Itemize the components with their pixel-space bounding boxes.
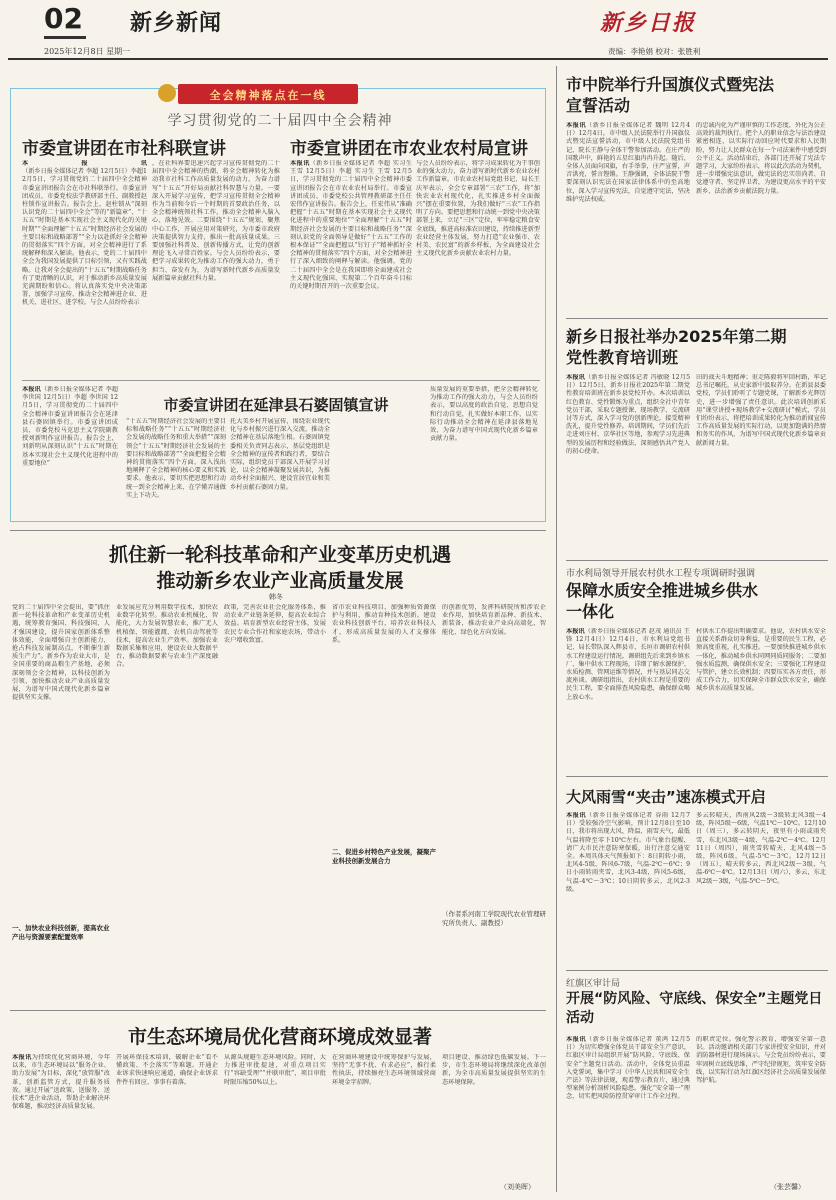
right-water-column-2: [696, 628, 826, 768]
feature-column-1: [12, 604, 110, 920]
story3-column-2: [126, 418, 226, 512]
party-emblem-icon: [158, 84, 176, 102]
right-weather-column-1: [566, 812, 690, 962]
story2-text-1: 李超 实习生 王雪 12月5日，学习贯彻党的二十届四中全会精神市委宣讲团报告会在市农业农村局举行。市委宣讲团成员、市委党校公共管理教研部主任任宏伟作宣讲报告。报告会上，任宏伟从“准确把握“十五五”时期在基本实现社会主义现代化进程中的重要地位”“全面理解“十五五”时期经济社会发展的主要目标和战略任务”“深刻认识党的全面领导是做好“十五五”工作的根本保证”“全面把握以“钉钉子”精神抓好全会精神的贯彻落实”四个方面，对全会精神进行了深入细致的阐释与解读。他强调，党的二十届四中全会是在我国即将全面建成社会主义现代化强国、实现第二个百年奋斗目标的关键时期召开的一次重要会议。: [290, 168, 412, 291]
right-bottom-signature: （张芸馨）: [770, 1183, 805, 1191]
right-weather-byline: （新乡日报全媒体记者 谷雨 12月7日）: [566, 812, 690, 828]
feature-column-2: [116, 604, 218, 944]
right-mid-column-1: [566, 374, 690, 554]
feature-top-rule: [10, 530, 546, 531]
story3-text-4: 质量发展的重要举措，把全会精神转化为推动工作的强大动力，与会人员纷纷表示，要以高度的政治自觉、思想自觉和行动自觉，扎实做好本职工作，以实际行动推动全会精神在延津县落地见效，为奋力谱写中国式现代化新乡篇章贡献力量。: [430, 386, 538, 443]
story1-byline: （新乡日报全媒体记者 李超 12月5日）: [22, 168, 131, 176]
right-bottom-kicker: 红旗区审计局: [566, 979, 621, 989]
right-mid-text-1: 12月5日，新乡日报社2025年第二期党性教育培训班在新乡县党校开办。本次培训以红色教育、党性锻炼为重点，组织全社中青年党员干部，采取专题授课、现场教学、交流研讨等方式，深入学习党的创新理论，接受精神洗礼，提升党性修养。培训期间，学员们先后走进刘庄村、京华社区等地，参观学习先进典型的发展历程和经验做法，深刻感悟共产党人的初心使命。: [566, 382, 690, 455]
bottom-column-1: [12, 1054, 110, 1190]
right-top-text-2: 的忠诚内化为严谨审慎的工作态度，外化为公正高效的裁判执行。把个人的职业信念与法治建设紧密相连，以实际行动回应时代要求和人民期盼，努力让人民群众在每一个司法案件中感受到公平正义。活动结束后，各部门还开展了宪法专题学习，大家纷纷表示，将以此次活动为契机，进一步增强宪法意识，做宪法的忠实崇尚者、自觉遵守者、坚定捍卫者，为建设更高水平的平安新乡、法治新乡贡献法院力量。: [696, 122, 826, 195]
bottom-signature: （刘美晖）: [500, 1183, 535, 1191]
story2-lead: 本报讯: [290, 160, 310, 167]
right-mid-title: 新乡日报社举办2025年第二期党性教育培训班: [566, 327, 787, 367]
top-kicker: 学习贯彻党的二十届四中全会精神: [167, 113, 393, 129]
feature-text-2: 业发展应充分利用数字技术，加快农业数字化转型。推动农业机械化、智能化，大力发展智慧农业，推广无人机植保、智能灌溉、农机自动驾驶等技术，提高农业生产效率。加强农业数据采集和应用，建设农业大数据平台，推动数据要素与农业生产深度融合。: [116, 604, 218, 669]
issue-date: 2025年12月8日 星期一: [44, 47, 131, 56]
feature-column-4: [332, 604, 436, 844]
story1-text-2: ，在社科界要迅速兴起学习宣传贯彻党的二十届四中全会精神的热潮，将全会精神转化为推动我市社科工作高质量发展的动力，为奋力谱写“十五五”开好局贡献社科智慧与力量。一要深入开展学习宣传，把学习宣传贯彻全会精神作为当前和今后一个时期的首要政治任务，以全会精神统领社科工作，推动全会精神入脑入心、落地见效。二要围绕“十五五”规划、聚焦中心工作，开展应用对策研究，为市委市政府决策提供智力支持，推出一批高质量成果。三要加强社科普及、创新传播方式，让党的创新理论飞入寻常百姓家。与会人员纷纷表示，要把学习成果转化为推动工作的强大动力，勇于担当、奋发有为，为谱写新时代新乡高质量发展新篇章贡献社科力量。: [152, 160, 280, 282]
banner-label: 全会精神落点在一线: [209, 89, 327, 102]
right-weather-text-2: 多云转晴天，西南风2级～3级转北风3级～4级，阵风5级～6级，气温1℃～10℃。12月10日（周三），多云转阴天，夜里有小雨或雨夹雪，东北风3级～4级，气温-2℃～4℃。12月11日（周四），雨夹雪转晴天，北风4级～5级，阵风6级，气温-5℃～3℃。12月12日（周五），晴天转多云，西北风2级～3级，气温-6℃～4℃。12月13日（周六），多云，东北风2级～3级，气温-5℃～5℃。: [696, 812, 826, 885]
right-rule-1: [566, 318, 828, 319]
right-bottom-column-2: [696, 1036, 826, 1178]
right-water-column-1: [566, 628, 690, 768]
feature-column-3: [224, 604, 326, 944]
feature-title-line-2: 推动新乡农业产业高质量发展: [156, 570, 404, 592]
feature-signature: （作者系河南工学院现代农业管理研究所负责人、副教授）: [442, 910, 546, 927]
feature-text-3: 政策，完善农业社会化服务体系，推动农业产业链条延伸，提高农业综合效益。培育新型农业经营主体，发展农民专业合作社和家庭农场，带动小农户增收致富。: [224, 604, 326, 644]
right-top-lead: 本报讯: [566, 122, 587, 129]
right-water-text-1: 12月4日，市水利局党组书记、局长带队深入辉县市、长垣市调研农村供水工程建设运行情况。调研组先后来到乡镇水厂、集中供水工程现场，详细了解水源保护、水质检测、管网运维等情况，并与基层同志交流座谈。调研组指出，农村供水工程是重要的民生工程，要全面排查风险隐患，确保群众喝上放心水。: [566, 636, 690, 701]
bottom-lead: 本报讯: [12, 1054, 32, 1061]
editor-credit: 责编：李艳娟 校对：张胜利: [608, 47, 701, 56]
story2-title: 市委宣讲团在市农业农村局宣讲: [290, 139, 528, 159]
story3-title: 市委宣讲团在延津县石婆固镇宣讲: [163, 396, 389, 414]
masthead-rule: [8, 58, 828, 60]
story3-column-4: [430, 386, 538, 512]
right-bottom-title: 开展“防风险、守底线、保安全”主题党日活动: [566, 991, 823, 1026]
feature-title-line-1: 抓住新一轮科技革命和产业变革历史机遇: [108, 544, 451, 566]
story3-text-3: 托大美乡村开展宣传，围绕农业现代化与乡村振兴进行深入交流，推动全会精神在基层落地生根。石婆固镇党委相关负责同志表示，基层党组织是全会精神的宣传者和践行者，要结合实际，组织党员干部深入开展学习讨论，以全会精神凝聚发展共识，为推动乡村全面振兴、建设宜居宜业和美乡村贡献石婆固力量。: [230, 418, 330, 491]
right-water-lead: 本报讯: [566, 628, 585, 635]
right-weather-text-1: 受较强冷空气影响，预计12月8日至10日，我市将出现大风、降温、雨雪天气，最低气温将降至零下10℃左右。市气象台提醒，请广大市民注意防寒保暖，出行注意交通安全。本周具体天气预报如下：8日阴转小雨，北风4-5级，阵风6-7级，气温-2℃～6℃；9日小雨转雨夹雪，北风3-4级，阵风5-6级，气温-4℃～3℃；10日阴转多云，北风2-3级。: [566, 820, 690, 893]
bottom-text-5: 项目建设，推动绿色低碳发展。下一步，市生态环境局将继续深化改革创新，为全市高质量发展提供坚实的生态环境保障。: [442, 1054, 546, 1086]
right-weather-column-2: [696, 812, 826, 962]
right-bottom-text-1: 为切实增强全体党员干部安全生产意识，红旗区审计局组织开展“防风险、守底线、保安全”主题党日活动。活动中，全体党员重温入党誓词，集中学习《中华人民共和国安全生产法》等法律法规，观看警示教育片，通过典型案例分析剖析风险隐患。强化“安全第一”理念，切实把风险防控贯穿审计工作全过程。: [566, 1044, 690, 1101]
right-top-title: 市中院举行升国旗仪式暨宪法宣誓活动: [566, 75, 775, 115]
story3-byline: （新乡日报全媒体记者 李超 李世国 12月5日）: [22, 386, 118, 402]
newspaper-logo: 新乡日报: [600, 10, 697, 36]
bottom-text-2: 开展环保技术培训，破解企业“看不懂政策、不会落实”等难题。开通企业诉求快速响应通道，确保企业诉求件件有回应、事事有着落。: [116, 1054, 218, 1086]
story1-column-1: [22, 160, 147, 362]
bottom-column-2: [116, 1054, 218, 1190]
story3-text-1: 李超 李世国 12月5日，学习贯彻党的二十届四中全会精神市委宣讲团报告会在延津县石婆固镇举行。市委宣讲团成员、市委党校马克思主义学院副教授刘新明作宣讲报告。报告会上，刘新明从深刻认识“十五五”时期在基本实现社会主义现代化进程中的重要地位”: [22, 394, 118, 467]
story2-column-1: [290, 160, 412, 362]
story2-column-2: [416, 160, 540, 362]
page-number: 02: [44, 2, 83, 35]
story1-title: 市委宣讲团在市社科联宣讲: [22, 139, 226, 159]
bottom-text-4: 在营商环境建设中统筹保护与发展，坚持“无事不扰、有求必应”，推行柔性执法，持续擦亮生态环境领域营商环境金字招牌。: [332, 1054, 436, 1086]
feature-text-5: 的创新优势，发挥科研院所和涉农企业作用，加快培育新品种、新技术、新装备，推动农业产业向高端化、智能化、绿色化方向发展。: [442, 604, 546, 636]
right-rule-3: [566, 776, 828, 777]
story3-lead: 本报讯: [22, 386, 41, 393]
right-mid-column-2: [696, 374, 826, 554]
right-weather-title: 大风雨雪“夹击”速冻模式开启: [566, 788, 766, 806]
right-water-text-2: 村供水工作提出明确要求。他说，农村供水安全直接关系群众切身利益，是重要的民生工程，必须高度重视，扎实推进。一要加快推进城乡供水一体化，推动城乡供水同网同质同服务；二要加强水质监测，确保供水安全；三要强化工程建设与管护，建立长效机制；四要压实各方责任，形成工作合力，切实保障全市群众饮水安全，确保城乡供水高质量发展。: [696, 628, 826, 693]
right-water-kicker: 市水利局领导开展农村供水工程专项调研时强调: [566, 569, 756, 579]
bottom-title: 市生态环境局优化营商环境成效显著: [127, 1026, 432, 1048]
bottom-top-rule: [10, 1010, 546, 1011]
bottom-column-4: [332, 1054, 436, 1190]
feature-column-5: [442, 604, 546, 904]
right-bottom-text-2: 的职责定位。强化警示教育，增强安全第一意识。活动邀请相关部门专家讲授安全知识，并对消防器材进行现场演示。与会党员纷纷表示，要牢固树立底线思维，严守纪律规矩，筑牢安全防线，以实际行动为红旗区经济社会高质量发展保驾护航。: [696, 1036, 826, 1085]
story1-lead: 本报讯: [22, 160, 147, 167]
right-top-column-2: [696, 122, 826, 308]
right-top-column-1: [566, 122, 690, 308]
right-weather-lead: 本报讯: [566, 812, 587, 819]
story1-column-2: [152, 160, 280, 362]
bottom-text-1: 为持续优化营商环境，今年以来，市生态环境局以“服务企业、助力发展”为目标，深化“放管服”改革，创新监管方式，提升服务质效。通过开展“送政策、送服务、送技术”进企业活动，帮助企业解决环保难题，推动经济高质量发展。: [12, 1054, 110, 1111]
right-bottom-byline: （新乡日报全媒体记者 董鸿 12月5日）: [566, 1036, 690, 1052]
section-title: 新乡新闻: [130, 11, 223, 36]
page-number-underline: [44, 36, 86, 39]
right-rule-4: [566, 970, 828, 971]
story3-column-1: [22, 386, 118, 512]
story3-rule: [22, 380, 540, 381]
story2-text-2: 与会人员纷纷表示，将学习成果转化为干事创业的强大动力，奋力谱写新时代新乡农业农村工作新篇章。市农业农村局党组书记、局长王庆军表示，全会专章部署“三农”工作，将“加快农业农村现代化，扎实推进乡村全面振兴”摆在重要位置，为我们做好“三农”工作指明了方向。要把思想和行动统一到党中央决策部署上来，立足“三区”定位，牢牢稳定粮食安全底线，推进高标准农田建设，持续推进新型农业经营主体发展，努力打造“农业强市、农村美、农民富”的新乡样板，为全面建设社会主义现代化新乡贡献农业农村力量。: [416, 160, 540, 258]
right-column-divider: [556, 66, 557, 1192]
feature-text-4: 省市农业科技项目，加强种质资源保护与利用，推动育种技术创新。建设农业科技创新平台，培养农业科技人才，形成高质量发展的人才支撑体系。: [332, 604, 436, 644]
right-water-title: 保障水质安全推进城乡供水一体化: [566, 581, 759, 621]
right-water-byline: （新乡日报全媒体记者 赵茂 通讯员 王锋 12月4日）: [566, 628, 690, 644]
right-mid-lead: 本报讯: [566, 374, 586, 381]
banner: [178, 84, 358, 104]
right-mid-text-2: 田的战天斗地精神；重走陈毅将军回村路，牢记总书记嘱托，从史家新中汲取养分。在新县县委党校，学员们聆听了专题党课，了解新乡光辉历史，进一步增强了责任意识。此次培训创新采用“课堂讲授+现场教学+交流研讨”模式，学员们纷纷表示，将把培训成果转化为推动新闻宣传工作高质量发展的实际行动，以更加饱满的热情和务实的作风，为谱写中国式现代化新乡篇章贡献新闻力量。: [696, 374, 826, 447]
right-bottom-column-1: [566, 1036, 690, 1186]
story3-text-2: “十五五”时期经济社会发展的主要目标和战略任务”“十五五”时期经济社会发展的战略任务和重大举措”“深刻领会“十五五”时期经济社会发展的主要目标和战略部署”“全面把握全会精神的贯彻落实”四个方面，深入浅出地阐释了全会精神的核心要义和实践要求。他表示，要切实把思想和行动统一到全会精神上来，在学懂弄通做实上下功夫。: [126, 418, 226, 499]
feature-subhead-2: 二、促进乡村特色产业发展，凝聚产业科技创新发展合力: [332, 848, 436, 865]
feature-text-1: 党的二十届四中全会提出，要“抓住新一轮科技革命和产业变革历史机遇，统筹教育强国、科技强国、人才强国建设，提升国家创新体系整体效能，全面增强自主创新能力，抢占科技发展制高点，不断催生新质生产力”。新乡作为农业大市，是全国重要的商品粮生产基地，必须深刻领会全会精神，以科技创新为引领，加快推动农业产业高质量发展，为谱写中国式现代化新乡篇章提供坚实支撑。: [12, 604, 110, 702]
bottom-column-5: [442, 1054, 546, 1180]
story2-byline: （新乡日报全媒体记者 李超 实习生 王雪 12月5日）: [290, 160, 412, 176]
right-bottom-lead: 本报讯: [566, 1036, 587, 1043]
right-top-text-1: 12月4日，市中级人民法院举行升国旗仪式暨宪法宣誓活动，市中级人民法院党组书记、院长王静与全体干警参加活动。在庄严的国歌声中，鲜艳的五星红旗冉冉升起。随后，全体人员面向国旗，右手举拳，庄严宣誓，声音洪亮，誓言铿锵。王静强调，全体法院干警要深刻认识宪法在国家法律体系中的至高地位，深入学习宣传宪法，自觉遵守宪法，坚决维护宪法权威。: [566, 130, 690, 203]
story1-text-1: 李超12月5日，学习贯彻党的二十届四中全会精神市委宣讲团报告会在市社科联举行。市委宣讲团成员、市委党校法学教研部主任、副教授赵柱锁作宣讲报告。报告会上，赵柱锁从“深刻认识党的二十届四中全会”等的“新篇章”、“十五五”时期是基本实现社会主义现代化的关键时期”“全面理解“十五五”时期经济社会发展的主要目标和战略部署”“全力以赴抓好全会精神的贯彻落实”四个方面，对全会精神进行了系统解释和深入解读。他表示，党的二十届四中全会为我国发展提供了目标引领，又有实践战略。让我对全会提出的“十五五”时期战略任务有了更清晰的认识，对于推动新乡高质量发展充满期盼和信心。将认真落实党中央决策部署，加强学习宣传、推动全会精神进企业、进机关、进社区、进学校。与会人员纷纷表示: [22, 168, 147, 307]
bottom-text-3: 从源头规避生态环境风险。同时，大力推进审批提速，对重点项目实行“容缺受理”“并联审批”，项目审批时限压缩50%以上。: [224, 1054, 326, 1086]
bottom-column-3: [224, 1054, 326, 1190]
right-top-byline: （新乡日报全媒体记者 魏明 12月4日）: [566, 122, 690, 138]
story3-column-3: [230, 418, 330, 512]
masthead: [0, 0, 836, 62]
right-rule-2: [566, 560, 828, 561]
feature-author: 韩冬: [269, 593, 283, 601]
right-mid-byline: （新乡日报全媒体记者 冯敏晓 12月5日）: [566, 374, 690, 390]
feature-subhead-1: 一、加快农业科技创新，提高农业产出与资源要素配置效率: [12, 924, 110, 941]
